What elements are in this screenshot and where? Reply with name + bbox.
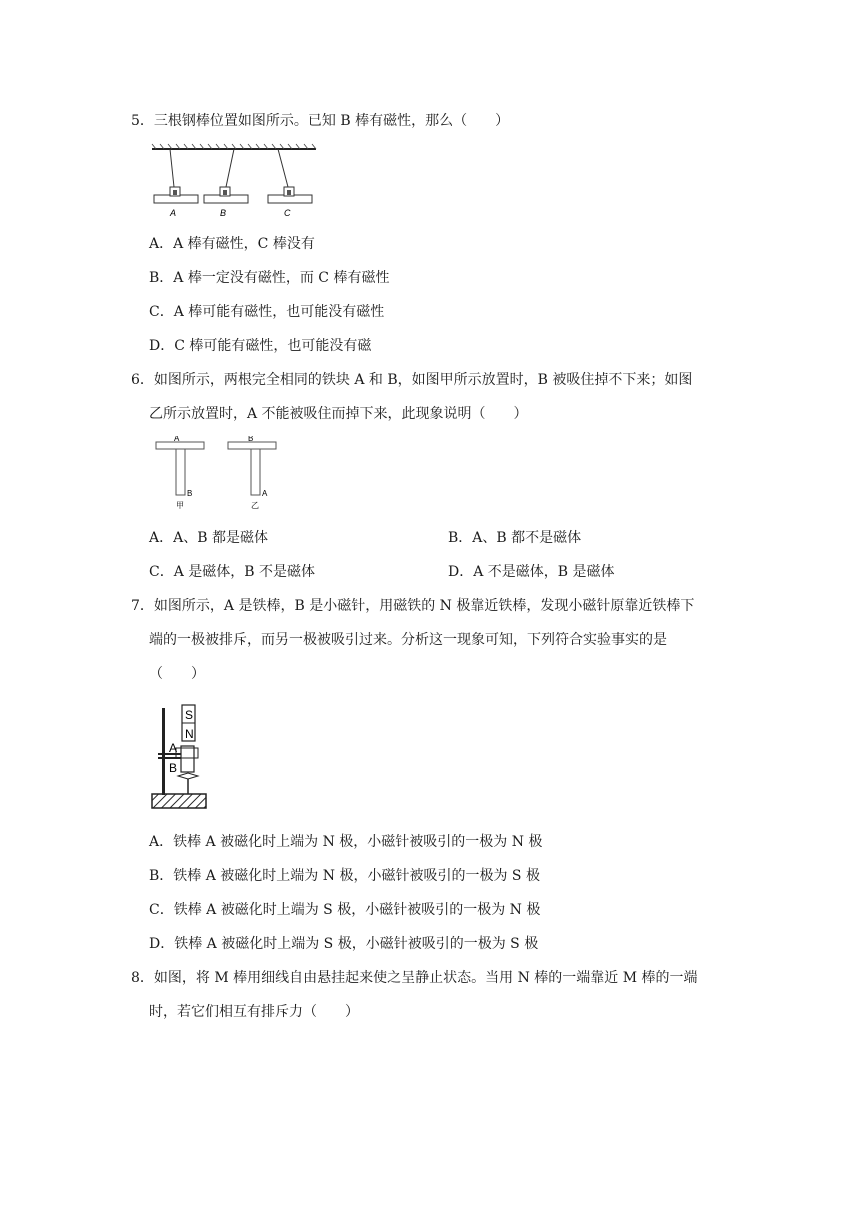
q7-stem-line2: 端的一极被排斥，而另一极被吸引过来。分析这一现象可知，下列符合实验事实的是 [149, 632, 667, 648]
q8-stem-line1: 8．如图，将 M 棒用细线自由悬挂起来使之呈静止状态。当用 N 棒的一端靠近 M 棒的一端 [131, 970, 698, 986]
q6-yi-label-top: B [248, 436, 254, 443]
q6-option-c: C．A 是磁体，B 不是磁体 [149, 564, 316, 580]
q6-option-b: B．A、B 都不是磁体 [448, 530, 582, 546]
q7-figure-magnetization [148, 702, 210, 812]
q6-figure-iron-blocks [152, 436, 282, 516]
q5-option-d: D．C 棒可能有磁性，也可能没有磁 [149, 338, 372, 354]
q6-yi-caption: 乙 [251, 501, 259, 510]
q6-option-d: D．A 不是磁体，B 是磁体 [448, 564, 615, 580]
q5-option-a: A．A 棒有磁性，C 棒没有 [149, 236, 315, 252]
q6-stem-line1: 6．如图所示，两根完全相同的铁块 A 和 B，如图甲所示放置时，B 被吸住掉不下来；如图 [131, 372, 693, 388]
q7-magnet-s: S [185, 708, 194, 722]
q7-needle-label-b: B [169, 761, 178, 775]
q5-option-c: C．A 棒可能有磁性，也可能没有磁性 [149, 304, 385, 320]
q6-stem-line2: 乙所示放置时，A 不能被吸住而掉下来，此现象说明（ ） [149, 406, 528, 422]
q5-label-b: B [220, 208, 227, 218]
q7-magnet-n: N [185, 727, 194, 741]
q6-jia-label-top: A [174, 436, 180, 443]
q6-yi-label-bottom: A [262, 489, 268, 498]
q5-option-b: B．A 棒一定没有磁性，而 C 棒有磁性 [149, 270, 390, 286]
q7-stem-line1: 7．如图所示，A 是铁棒，B 是小磁针，用磁铁的 N 极靠近铁棒，发现小磁针原靠近铁棒下 [131, 598, 695, 614]
q7-rod-label-a: A [169, 741, 178, 755]
q5-stem: 5．三根钢棒位置如图所示。已知 B 棒有磁性，那么（ ） [131, 113, 510, 129]
q7-option-d: D．铁棒 A 被磁化时上端为 S 极，小磁针被吸引的一极为 S 极 [149, 936, 539, 952]
q6-jia-caption: 甲 [176, 501, 184, 510]
q7-option-b: B．铁棒 A 被磁化时上端为 N 极，小磁针被吸引的一极为 S 极 [149, 868, 540, 884]
q6-option-a: A．A、B 都是磁体 [149, 530, 268, 546]
q8-stem-line2: 时，若它们相互有排斥力（ ） [149, 1004, 359, 1020]
q7-option-a: A．铁棒 A 被磁化时上端为 N 极，小磁针被吸引的一极为 N 极 [149, 834, 543, 850]
q5-figure-three-steel-bars [150, 143, 320, 221]
q5-label-a: A [170, 208, 177, 218]
q7-option-c: C．铁棒 A 被磁化时上端为 S 极，小磁针被吸引的一极为 N 极 [149, 902, 541, 918]
q7-stem-line3: （ ） [149, 666, 205, 682]
q6-jia-label-bottom: B [187, 489, 193, 498]
q5-label-c: C [284, 208, 291, 218]
